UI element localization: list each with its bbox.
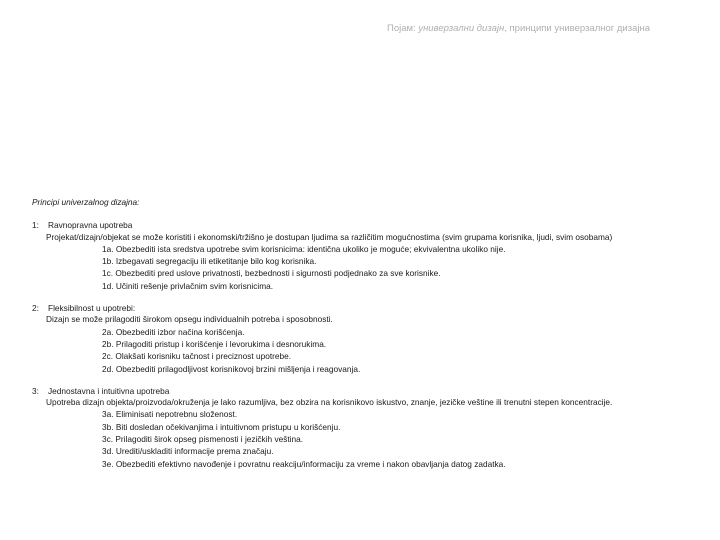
- principle-name: Fleksibilnost u upotrebi:: [48, 303, 136, 314]
- principle-description: Dizajn se može prilagoditi širokom opsegu individualnih potreba i sposobnosti.: [46, 314, 333, 325]
- guideline-item: 1a. Obezbediti ista sredstva upotrebe svim korisnicima: identična ukoliko je moguće; ekvivalentna ukoliko nije.: [102, 243, 506, 254]
- principle-number: 1:: [32, 220, 39, 231]
- page-header: [387, 23, 650, 34]
- principle-2: [32, 303, 692, 375]
- principle-3: [32, 386, 692, 470]
- principle-number: 2:: [32, 303, 39, 314]
- header-term: универзални дизајн: [418, 23, 505, 34]
- principle-heading: [32, 386, 692, 397]
- guideline-item: 3b. Biti dosledan očekivanjima i intuitivnom pristupu u korišćenju.: [102, 421, 341, 432]
- document-title: Principi univerzalnog dizajna:: [32, 197, 140, 207]
- principle-heading: [32, 220, 692, 231]
- guideline-item: 1c. Obezbediti pred uslove privatnosti, bezbednosti i sigurnosti podjednako za sve korisnike.: [102, 268, 441, 279]
- principle-heading: [32, 303, 692, 314]
- guideline-item: 3c. Prilagoditi širok opseg pismenosti i jezičkih veština.: [102, 434, 304, 445]
- principle-name: Ravnopravna upotreba: [48, 220, 133, 231]
- document-body: [32, 197, 692, 481]
- principle-description: Upotreba dizajn objekta/proizvoda/okruženja je lako razumljiva, bez obzira na korisnikovo iskustvo, znanje, jezičke veštine ili trenutni stepen koncentracije.: [46, 397, 613, 408]
- guideline-item: 1b. Izbegavati segregaciju ili etiketitanje bilo kog korisnika.: [102, 256, 317, 267]
- header-prefix: Појам:: [386, 23, 419, 34]
- header-suffix: , принципи универзалног дизајна: [504, 23, 650, 34]
- principle-number: 3:: [32, 385, 39, 396]
- principle-description: Projekat/dizajn/objekat se može koristiti i ekonomski/tržišno je dostupan ljudima sa različitim mogućnostima (svim grupama korisnika, ljudi, svim osobama): [46, 231, 613, 242]
- principle-name: Jednostavna i intuitivna upotreba: [48, 385, 170, 396]
- guideline-item: 2c. Olakšati korisniku tačnost i preciznost upotrebe.: [102, 351, 292, 362]
- guideline-item: 3e. Obezbediti efektivno navođenje i povratnu reakciju/informaciju za vreme i nakon obavljanja datog zadatka.: [102, 458, 506, 469]
- principle-1: [32, 220, 692, 292]
- guideline-item: 2d. Obezbediti prilagodljivost korisnikovoj brzini mišljenja i reagovanja.: [102, 363, 361, 374]
- guideline-item: 2b. Prilagoditi pristup i korišćenje i levorukima i desnorukima.: [102, 338, 327, 349]
- guideline-item: 3d. Urediti/uskladiti informacije prema značaju.: [102, 446, 274, 457]
- guideline-item: 1d. Učiniti rešenje privlačnim svim korisnicima.: [102, 280, 274, 291]
- guideline-item: 3a. Eliminisati nepotrebnu složenost.: [102, 409, 238, 420]
- guideline-item: 2a. Obezbediti izbor načina korišćenja.: [102, 326, 245, 337]
